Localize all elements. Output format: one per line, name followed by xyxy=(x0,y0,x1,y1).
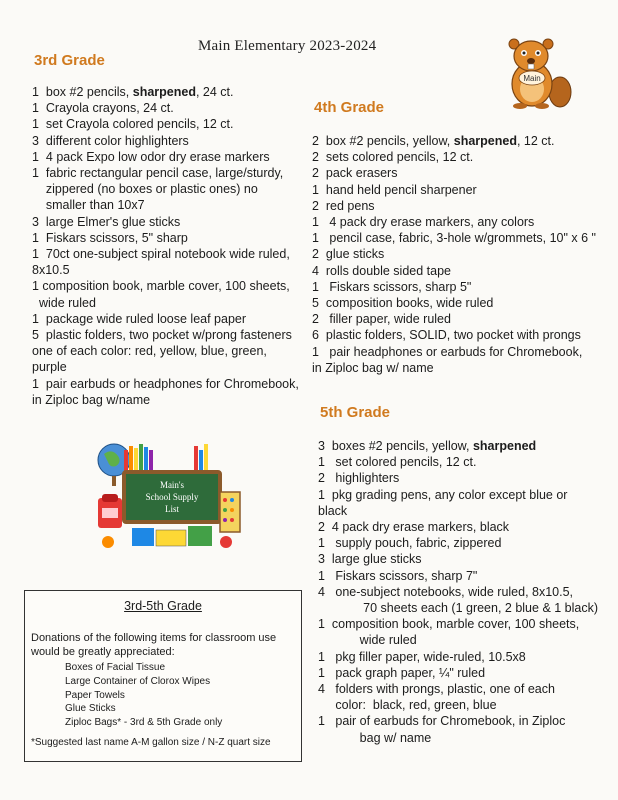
list-item xyxy=(318,454,610,470)
list-item xyxy=(312,327,612,343)
list-item xyxy=(318,649,610,665)
list-item-text: 1 box #2 pencils, xyxy=(32,85,133,99)
fifth-grade-heading: 5th Grade xyxy=(320,404,391,421)
list-item xyxy=(318,584,610,600)
list-item-text: 1 Fiskars scissors, 5" sharp xyxy=(32,230,188,245)
clipart-sign-line3: List xyxy=(164,504,180,514)
list-item xyxy=(318,697,610,713)
list-item xyxy=(32,214,302,230)
list-item-text: 3 boxes #2 pencils, yellow, xyxy=(318,439,473,453)
list-item xyxy=(32,311,302,327)
list-item xyxy=(318,681,610,697)
list-item-text: sharpened xyxy=(132,85,196,99)
list-item-text: 1 composition book, marble cover, 100 sheets, xyxy=(318,617,580,632)
list-item-text: zippered (no boxes or plastic ones) no xyxy=(32,182,258,197)
list-item xyxy=(32,327,302,343)
list-item-text: purple xyxy=(32,360,67,375)
list-item xyxy=(32,392,302,408)
list-item xyxy=(318,470,610,486)
donations-box xyxy=(24,590,302,762)
list-item xyxy=(32,149,302,165)
list-item-text: 3 different color highlighters xyxy=(32,133,189,148)
donation-item: Boxes of Facial Tissue xyxy=(65,662,166,673)
list-item-text: 1 hand held pencil sharpener xyxy=(312,182,477,197)
school-supply-clipart xyxy=(94,438,244,556)
list-item-text: in Ziploc bag w/ name xyxy=(312,360,434,375)
donation-item: Paper Towels xyxy=(65,689,125,701)
list-item-text: 2 highlighters xyxy=(318,471,400,486)
list-item xyxy=(312,344,612,360)
list-item-text: 1 pair earbuds or headphones for Chromebook, xyxy=(32,376,299,391)
list-item-text: 2 filler paper, wide ruled xyxy=(312,312,451,327)
list-item xyxy=(312,311,612,327)
list-item xyxy=(312,230,612,246)
list-item xyxy=(312,246,612,262)
list-item-text: wide ruled xyxy=(318,633,417,648)
list-item-text: 1 package wide ruled loose leaf paper xyxy=(32,311,247,326)
list-item-text: 2 4 pack dry erase markers, black xyxy=(318,520,510,535)
list-item xyxy=(318,551,610,567)
donation-item: Glue Sticks xyxy=(65,703,116,715)
list-item xyxy=(312,360,612,376)
list-item-text: 1 pair of earbuds for Chromebook, in Ziploc xyxy=(318,714,566,729)
page-title: Main Elementary 2023-2024 xyxy=(198,38,377,54)
list-item-text: 1 set colored pencils, 12 ct. xyxy=(318,455,477,470)
list-item-text: 1 Fiskars scissors, sharp 7" xyxy=(318,568,478,583)
list-item xyxy=(312,263,612,279)
list-item xyxy=(318,600,610,616)
donations-intro: Donations of the following items for classroom use would be greatly appreciated: xyxy=(31,632,277,658)
donation-item: Large Container of Clorox Wipes xyxy=(65,675,211,687)
list-item xyxy=(318,730,610,746)
list-item xyxy=(312,214,612,230)
list-item-text: bag w/ name xyxy=(318,730,432,745)
list-item-text: 1 pack graph paper, ¼" ruled xyxy=(318,665,486,680)
list-item-text: in Ziploc bag w/name xyxy=(32,392,151,407)
list-item xyxy=(32,230,302,246)
list-item-text: 3 large glue sticks xyxy=(318,552,422,567)
list-item xyxy=(312,279,612,295)
list-item xyxy=(318,665,610,681)
list-item-text: one of each color: red, yellow, blue, green, xyxy=(32,344,267,359)
list-item xyxy=(32,262,302,278)
list-item xyxy=(32,133,302,149)
list-item xyxy=(32,278,302,294)
list-item-text: 1 pkg grading pens, any color except blue or xyxy=(318,487,568,502)
list-item xyxy=(318,438,610,454)
list-item xyxy=(312,295,612,311)
list-item-text: 4 one-subject notebooks, wide ruled, 8x10.5, xyxy=(318,584,574,599)
list-item-text: 1 set Crayola colored pencils, 12 ct. xyxy=(32,117,234,132)
list-item xyxy=(32,376,302,392)
list-item-text: 5 plastic folders, two pocket w/prong fasteners xyxy=(32,328,292,343)
list-item xyxy=(318,487,610,503)
list-item-text: 2 box #2 pencils, yellow, xyxy=(312,134,454,148)
list-item-text: 1 pair headphones or earbuds for Chromebook, xyxy=(312,344,583,359)
list-item xyxy=(32,84,302,100)
list-item xyxy=(312,198,612,214)
fifth-grade-list xyxy=(318,438,610,746)
clipart-sign-line2: School Supply xyxy=(145,492,199,502)
list-item xyxy=(32,343,302,359)
list-item xyxy=(318,632,610,648)
fourth-grade-heading: 4th Grade xyxy=(314,99,385,116)
list-item-text: 1 Fiskars scissors, sharp 5" xyxy=(312,279,472,294)
list-item-text: 4 rolls double sided tape xyxy=(312,263,451,278)
list-item xyxy=(32,246,302,262)
mascot-label: Main xyxy=(523,74,541,83)
list-item-text: sharpened xyxy=(472,439,537,453)
list-item xyxy=(32,165,302,181)
list-item xyxy=(32,295,302,311)
donation-item: Ziploc Bags* - 3rd & 5th Grade only xyxy=(65,717,223,729)
list-item-text: 8x10.5 xyxy=(32,263,70,278)
fourth-grade-list xyxy=(312,133,612,376)
list-item-text: 1 4 pack dry erase markers, any colors xyxy=(312,215,535,230)
donations-title: 3rd-5th Grade xyxy=(124,599,202,613)
list-item-text: 1 composition book, marble cover, 100 sheets, xyxy=(32,279,290,294)
list-item-text: 3 large Elmer's glue sticks xyxy=(32,214,181,229)
list-item-text: wide ruled xyxy=(32,295,96,310)
third-grade-heading: 3rd Grade xyxy=(34,52,105,69)
clipart-sign-line1: Main's xyxy=(159,480,185,490)
list-item-text: 5 composition books, wide ruled xyxy=(312,296,494,311)
list-item-text: 70 sheets each (1 green, 2 blue & 1 black) xyxy=(318,601,599,616)
list-item xyxy=(318,568,610,584)
list-item-text: color: black, red, green, blue xyxy=(318,698,497,713)
list-item xyxy=(32,197,302,213)
list-item xyxy=(32,181,302,197)
list-item-text: 4 folders with prongs, plastic, one of each xyxy=(318,682,555,697)
list-item-text: 1 4 pack Expo low odor dry erase markers xyxy=(32,149,270,164)
list-item xyxy=(312,133,612,149)
list-item-text: sharpened xyxy=(453,134,517,148)
list-item xyxy=(32,116,302,132)
list-item-text: 2 sets colored pencils, 12 ct. xyxy=(312,150,474,165)
list-item-text: black xyxy=(318,503,348,518)
list-item xyxy=(312,182,612,198)
list-item xyxy=(312,165,612,181)
list-item-text: , 12 ct. xyxy=(516,134,555,148)
list-item-text: 1 Crayola crayons, 24 ct. xyxy=(32,101,174,116)
list-item xyxy=(318,713,610,729)
list-item xyxy=(318,616,610,632)
list-item-text: 1 70ct one-subject spiral notebook wide ruled, xyxy=(32,247,290,262)
list-item xyxy=(312,149,612,165)
list-item-text: smaller than 10x7 xyxy=(32,198,145,213)
list-item xyxy=(32,359,302,375)
list-item-text: 2 red pens xyxy=(312,198,375,213)
list-item xyxy=(32,100,302,116)
list-item-text: 2 glue sticks xyxy=(312,247,385,262)
list-item-text: 1 pkg filler paper, wide-ruled, 10.5x8 xyxy=(318,649,526,664)
third-grade-list xyxy=(32,84,302,408)
list-item-text: 1 supply pouch, fabric, zippered xyxy=(318,536,502,551)
list-item-text: 1 pencil case, fabric, 3-hole w/grommets, 10" x 6 " xyxy=(312,231,596,246)
list-item-text: 6 plastic folders, SOLID, two pocket with prongs xyxy=(312,328,581,343)
list-item-text: 2 pack erasers xyxy=(312,166,398,181)
donations-footnote: *Suggested last name A-M gallon size / N-Z quart size xyxy=(31,737,271,748)
list-item-text: , 24 ct. xyxy=(195,85,234,99)
list-item-text: 1 fabric rectangular pencil case, large/sturdy, xyxy=(32,166,284,181)
donations-list xyxy=(65,661,222,730)
beaver-mascot-icon xyxy=(496,34,574,110)
list-item xyxy=(318,503,610,519)
list-item xyxy=(318,535,610,551)
list-item xyxy=(318,519,610,535)
